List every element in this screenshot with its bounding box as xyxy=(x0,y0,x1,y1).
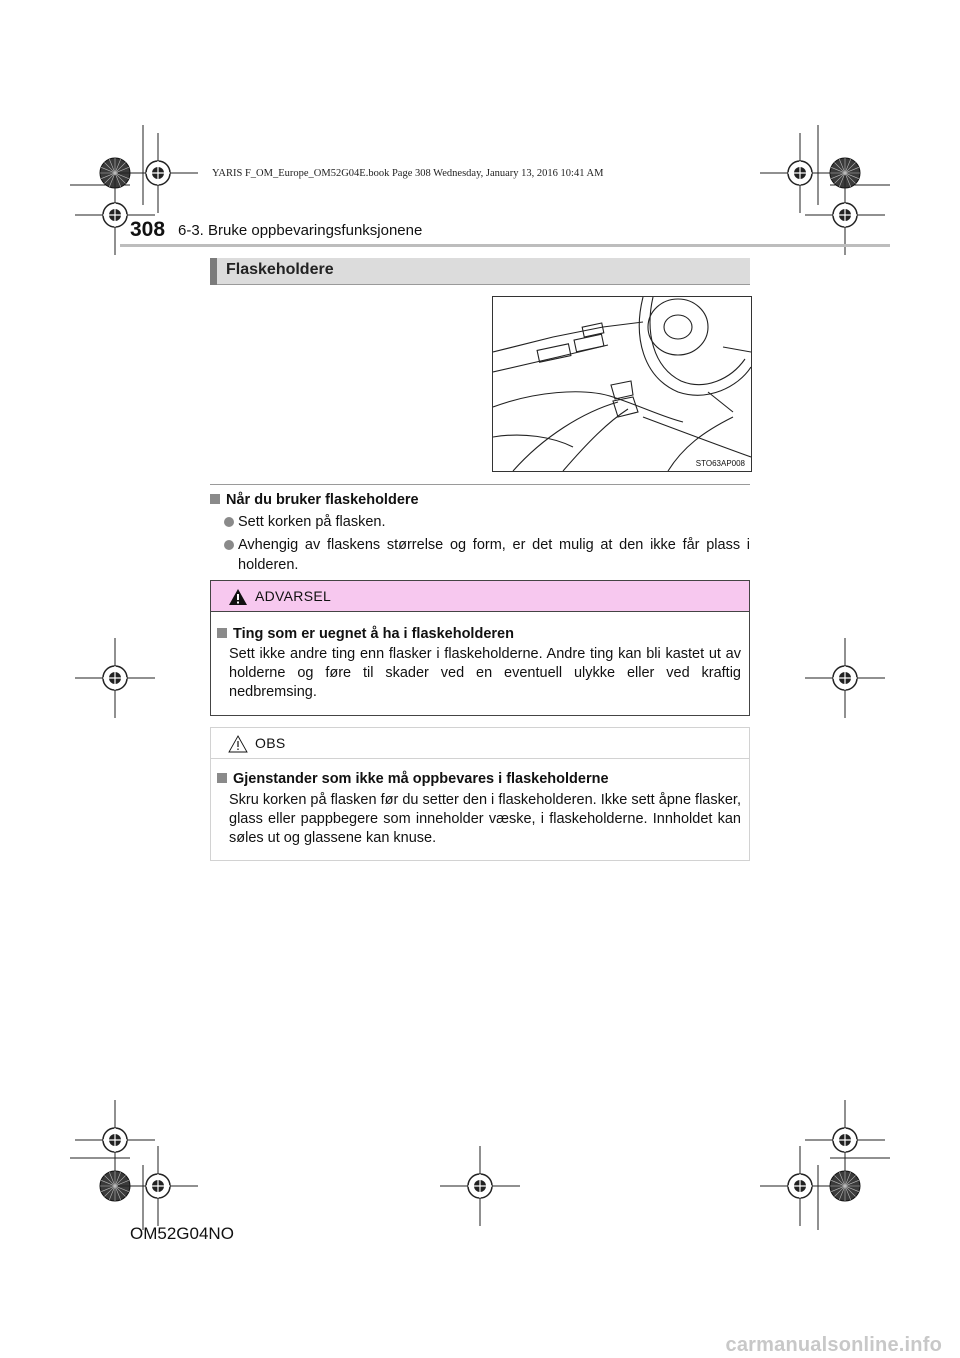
usage-bullet-2: Avhengig av flaskens størrelse og form, er det mulig at den ikke får plass i xyxy=(224,535,750,555)
warning-triangle-icon xyxy=(228,588,248,606)
bottle-holder-illustration xyxy=(492,296,752,472)
warning-heading: Ting som er uegnet å ha i flaskeholderen xyxy=(217,626,514,642)
square-bullet-icon xyxy=(217,628,227,638)
square-bullet-icon xyxy=(210,494,220,504)
page-number: 308 xyxy=(130,218,166,241)
round-bullet-icon xyxy=(224,517,234,527)
warning-label: ADVARSEL xyxy=(255,588,332,604)
warning-box xyxy=(210,580,750,716)
warning-band xyxy=(211,581,749,612)
notice-label: OBS xyxy=(255,735,286,751)
usage-heading: Når du bruker flaskeholdere xyxy=(210,492,419,508)
chapter-title: 6-3. Bruke oppbevaringsfunksjonene xyxy=(178,222,423,239)
figure-code: STO63AP008 xyxy=(695,459,745,468)
section-title: Flaskeholdere xyxy=(226,261,334,278)
section-accent xyxy=(210,258,217,285)
square-bullet-icon xyxy=(217,773,227,783)
usage-bullet-1: Sett korken på flasken. xyxy=(224,512,750,532)
usage-bullet-2-cont: holderen. xyxy=(238,557,299,573)
notice-heading: Gjenstander som ikke må oppbevares i flaskeholderne xyxy=(217,771,609,787)
warning-body: Sett ikke andre ting enn flasker i flaskeholderne. Andre ting kan bli kastet ut av holderne og føre til skader ved en eventuell ulykke eller ved kraftig nedbremsing. xyxy=(229,646,741,700)
dashboard-drawing xyxy=(493,297,751,471)
manual-code: OM52G04NO xyxy=(130,1224,234,1243)
section-header xyxy=(210,258,750,285)
notice-box xyxy=(210,727,750,861)
site-watermark: carmanualsonline.info xyxy=(725,1334,942,1356)
round-bullet-icon xyxy=(224,540,234,550)
print-info-line: YARIS F_OM_Europe_OM52G04E.book Page 308 Wednesday, January 13, 2016 10:41 AM xyxy=(212,168,604,179)
header-rule xyxy=(120,244,890,247)
notice-band xyxy=(211,728,749,759)
section-divider xyxy=(210,484,750,485)
caution-outline-icon xyxy=(228,735,248,753)
notice-body: Skru korken på flasken før du setter den i flaskeholderen. Ikke sett åpne flasker, glass eller pappbegere som inneholder væske, i flaskeholderne. Innholdet kan søles ut og glassene kan knuse. xyxy=(229,792,741,846)
